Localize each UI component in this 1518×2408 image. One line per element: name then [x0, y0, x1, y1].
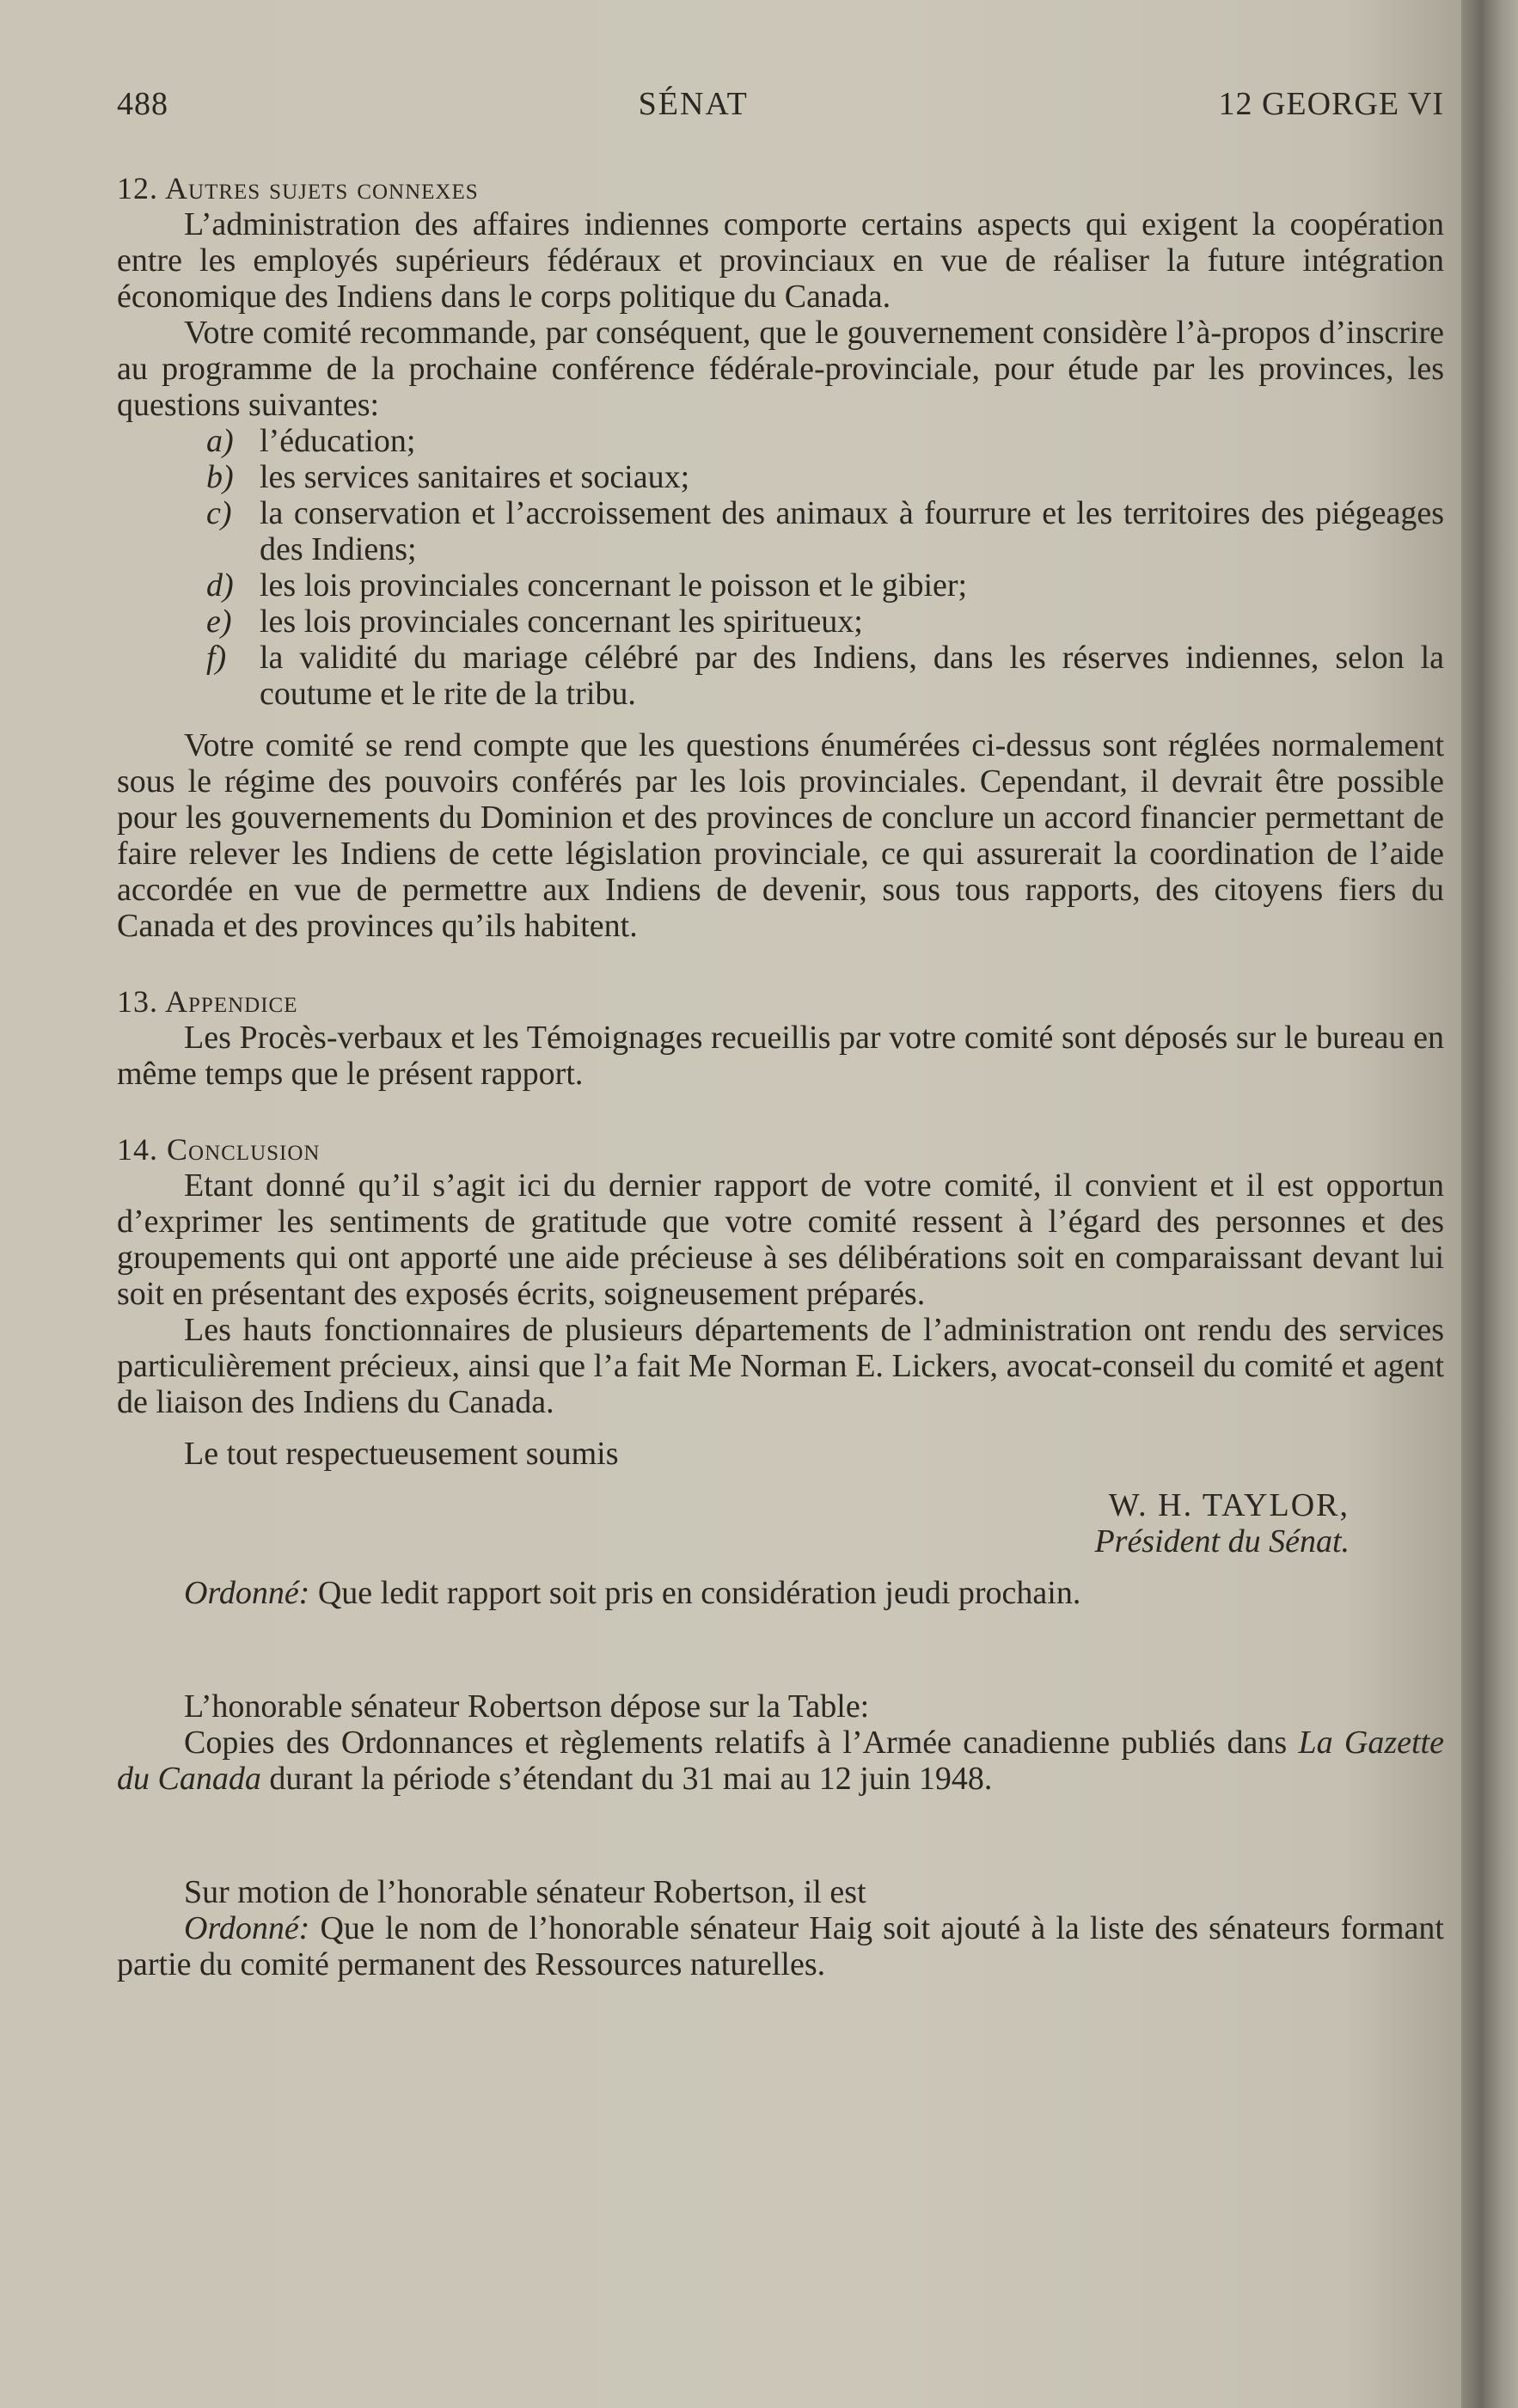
list-item-text: les lois provinciales concernant le poisson et le gibier; [260, 567, 968, 604]
section-14-title: 14. Conclusion [117, 1132, 321, 1167]
section-12-paragraph-2: Votre comité recommande, par conséquent, que le gouvernement considère l’à-propos d’inscrire au programme de la prochaine conférence fédérale-provinciale, pour étude par les provinces, les questions suivantes: [117, 315, 1444, 423]
list-item [206, 459, 1444, 495]
list-item [206, 423, 1444, 459]
signer-title: Président du Sénat. [1094, 1523, 1350, 1559]
list-item-text: la conservation et l’accroissement des animaux à fourrure et les territoires des piégeages des Indiens; [260, 495, 1444, 567]
page-content [86, 86, 1444, 1982]
section-13-title: 13. Appendice [117, 984, 298, 1019]
list-item-label: d) [206, 567, 234, 604]
tabling-text [117, 1725, 1444, 1797]
tabling-text-before: Copies des Ordonnances et règlements relatifs à l’Armée canadienne publiés dans [184, 1725, 1299, 1761]
section-13-paragraph-1: Les Procès-verbaux et les Témoignages recueillis par votre comité sont déposés sur le bureau en même temps que le présent rapport. [117, 1020, 1444, 1092]
page-number: 488 [117, 86, 168, 122]
list-item-label: b) [206, 459, 234, 495]
order-label: Ordonné: [184, 1910, 310, 1946]
header-session: 12 GEORGE VI [1218, 86, 1444, 122]
list-item [206, 495, 1444, 567]
list-item [206, 640, 1444, 712]
list-item-text: la validité du mariage célébré par des Indiens, dans les réserves indiennes, selon la coutume et le rite de la tribu. [260, 640, 1444, 712]
questions-list [206, 423, 1444, 712]
order-text: Que le nom de l’honorable sénateur Haig soit ajouté à la liste des sénateurs formant partie du comité permanent des Ressources naturelles. [117, 1910, 1444, 1982]
tabling-text-after: durant la période s’étendant du 31 mai au 12 juin 1948. [260, 1761, 993, 1797]
running-header [117, 86, 1444, 146]
section-12-paragraph-3: Votre comité se rend compte que les questions énumérées ci-dessus sont réglées normalement sous le régime des pouvoirs conférés par les lois provinciales. Cependant, il devrait être possible pour les gouvernements du Dominion et des provinces de conclure un accord financier permettant de faire relever les Indiens de cette législation provinciale, ce qui assurerait la coordination de l’aide accordée en vue de permettre aux Indiens de devenir, sous tous rapports, des citoyens fiers du Canada et des provinces qu’ils habitent. [117, 727, 1444, 944]
list-item-label: a) [206, 423, 234, 459]
order-report [117, 1575, 1444, 1611]
section-12-title: 12. Autres sujets connexes [117, 171, 479, 205]
list-item-text: les services sanitaires et sociaux; [260, 459, 690, 495]
order-text: Que ledit rapport soit pris en considération jeudi prochain. [309, 1575, 1081, 1611]
list-item-label: c) [206, 495, 232, 531]
section-12-paragraph-1: L’administration des affaires indiennes comporte certains aspects qui exigent la coopération entre les employés supérieurs fédéraux et provinciaux en vue de réaliser la future intégration économique des Indiens dans le corps politique du Canada. [117, 206, 1444, 315]
motion-intro: Sur motion de l’honorable sénateur Robertson, il est [184, 1874, 866, 1910]
header-title: SÉNAT [638, 86, 749, 122]
tabling-intro: L’honorable sénateur Robertson dépose sur la Table: [184, 1688, 870, 1725]
list-item-label: e) [206, 604, 232, 640]
motion-order [117, 1910, 1444, 1982]
list-item [206, 567, 1444, 604]
respect-line: Le tout respectueusement soumis [184, 1436, 619, 1472]
signer-name: W. H. TAYLOR, [1108, 1487, 1350, 1523]
list-item-label: f) [206, 640, 227, 676]
order-label: Ordonné: [184, 1575, 310, 1611]
list-item-text: l’éducation; [260, 423, 416, 459]
list-item [206, 604, 1444, 640]
list-item-text: les lois provinciales concernant les spiritueux; [260, 604, 863, 640]
section-14-paragraph-2: Les hauts fonctionnaires de plusieurs départements de l’administration ont rendu des services particulièrement précieux, ainsi que l’a fait Me Norman E. Lickers, avocat-conseil du comité et agent de liaison des Indiens du Canada. [117, 1312, 1444, 1420]
publication-title: La Gazette du Canada [117, 1725, 1444, 1797]
section-14-paragraph-1: Etant donné qu’il s’agit ici du dernier rapport de votre comité, il convient et il est opportun d’exprimer les sentiments de gratitude que votre comité ressent à l’égard des personnes et des groupements qui ont apporté une aide précieuse à ses délibérations soit en comparaissant devant lui soit en présentant des exposés écrits, soigneusement préparés. [117, 1167, 1444, 1312]
binding-gutter [1461, 0, 1518, 2408]
